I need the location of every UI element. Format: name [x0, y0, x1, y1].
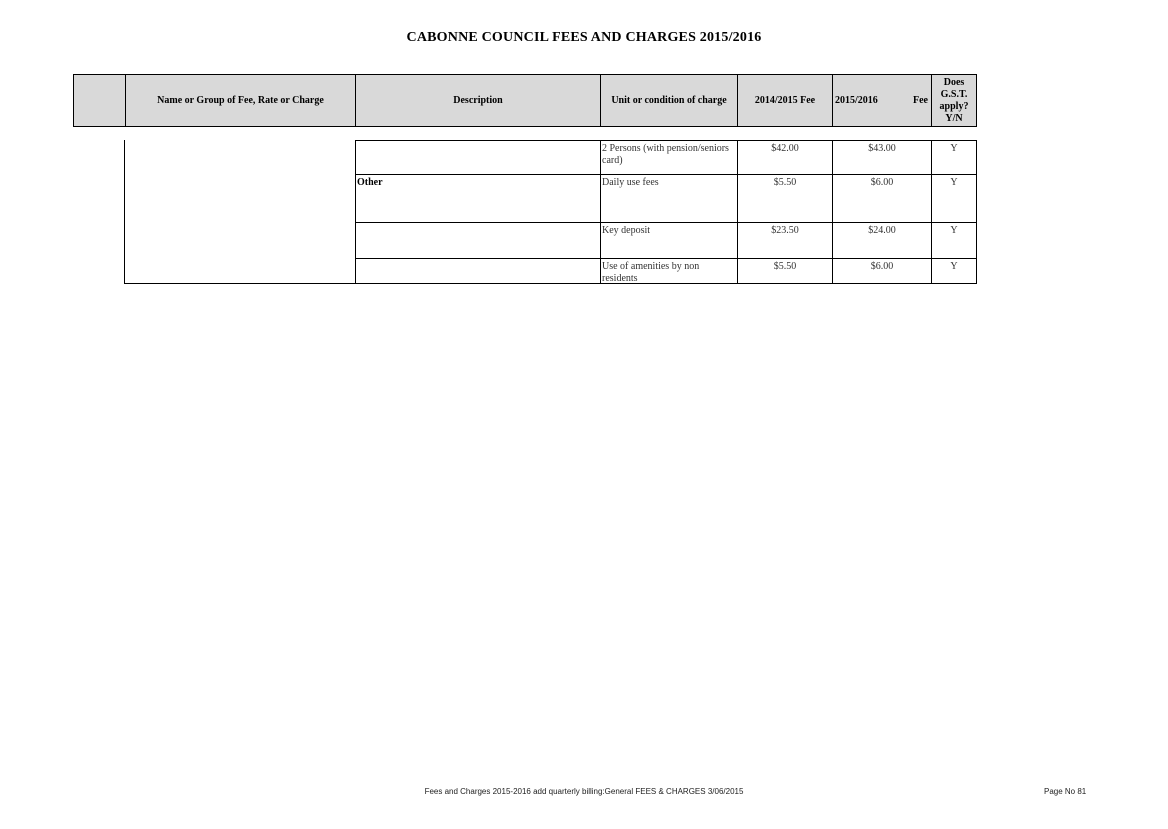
- header-prev-fee: 2014/2015 Fee: [738, 75, 833, 126]
- table-row: [355, 140, 977, 174]
- header-name: Name or Group of Fee, Rate or Charge: [126, 75, 356, 126]
- row-description: Other: [355, 175, 600, 222]
- row-gst: Y: [931, 259, 976, 283]
- row-description: [355, 223, 600, 258]
- row-gst: Y: [931, 223, 976, 258]
- row-unit: Key deposit: [600, 223, 737, 258]
- row-prev-fee: $5.50: [737, 175, 832, 222]
- header-cur-fee: [833, 75, 932, 126]
- header-gst: Does G.S.T. apply? Y/N: [939, 76, 969, 124]
- header-unit: Unit or condition of charge: [601, 75, 738, 126]
- row-unit: 2 Persons (with pension/seniors card): [600, 141, 737, 174]
- header-cur-year: 2015/2016: [835, 94, 878, 106]
- row-gst: Y: [931, 141, 976, 174]
- row-prev-fee: $23.50: [737, 223, 832, 258]
- table-row: [355, 258, 977, 284]
- row-prev-fee: $5.50: [737, 259, 832, 283]
- footer-page-number: Page No 81: [1044, 787, 1087, 796]
- row-unit: Use of amenities by non residents: [600, 259, 737, 283]
- table-row: [355, 222, 977, 258]
- name-column-cell: [124, 140, 355, 284]
- footer-source: Fees and Charges 2015-2016 add quarterly billing:General FEES & CHARGES 3/06/2015: [424, 787, 744, 796]
- header-cur-fee-label: Fee: [913, 94, 928, 106]
- row-unit: Daily use fees: [600, 175, 737, 222]
- row-description: [355, 259, 600, 283]
- row-gst: Y: [931, 175, 976, 222]
- page-title: CABONNE COUNCIL FEES AND CHARGES 2015/2016: [406, 30, 762, 45]
- row-cur-fee: $6.00: [832, 175, 931, 222]
- row-cur-fee: $43.00: [832, 141, 931, 174]
- table-header: [73, 74, 977, 127]
- table-body: [124, 140, 977, 284]
- header-description: Description: [356, 75, 601, 126]
- table-row: [355, 174, 977, 222]
- row-cur-fee: $24.00: [832, 223, 931, 258]
- header-blank-cell: [74, 75, 126, 126]
- row-cur-fee: $6.00: [832, 259, 931, 283]
- row-prev-fee: $42.00: [737, 141, 832, 174]
- row-description: [355, 141, 600, 174]
